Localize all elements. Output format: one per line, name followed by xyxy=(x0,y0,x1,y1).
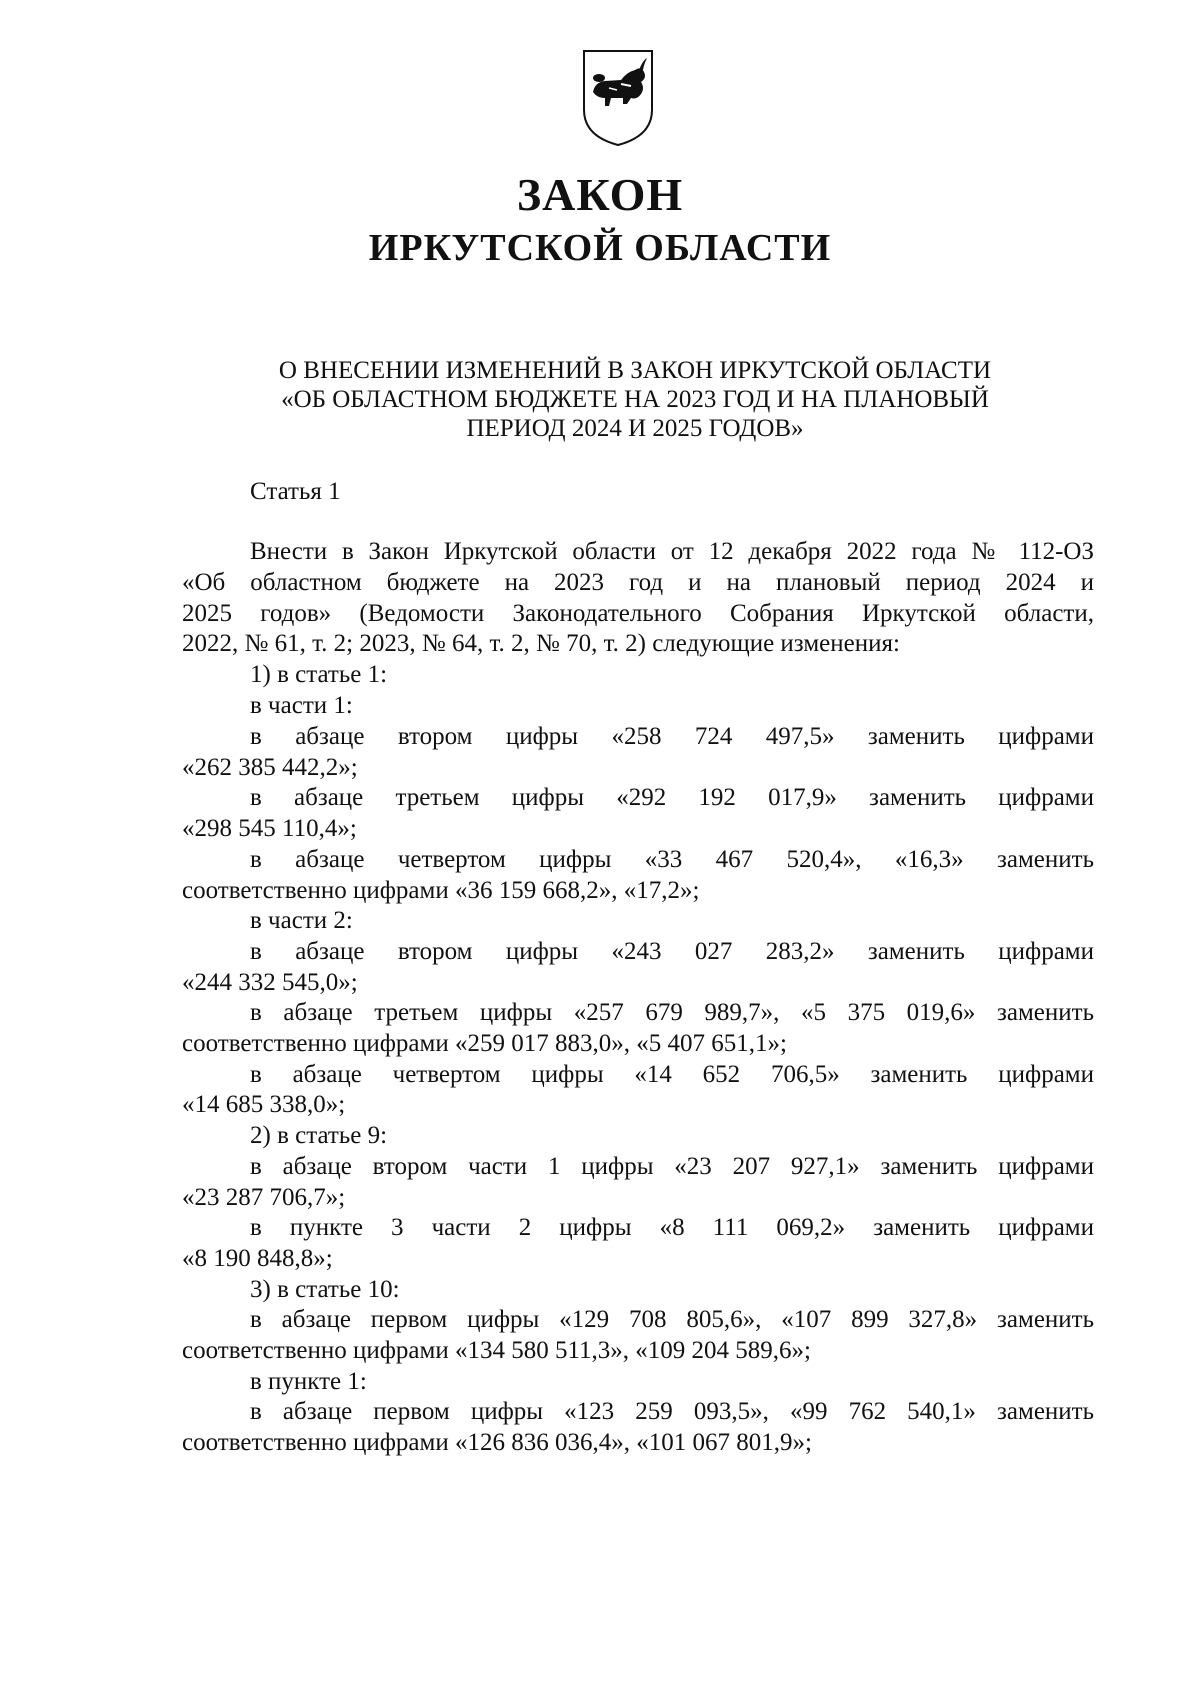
paragraph-line: в абзаце втором цифры «258 724 497,5» заменить цифрами xyxy=(250,723,1094,750)
paragraph-line: в абзаце третьем цифры «292 192 017,9» заменить цифрами xyxy=(250,784,1094,811)
paragraph-line: 2022, № 61, т. 2; 2023, № 64, т. 2, № 70, т. 2) следующие изменения: xyxy=(182,630,900,657)
paragraph-line: «8 190 848,8»; xyxy=(182,1245,333,1272)
paragraph-line: в абзаце четвертом цифры «33 467 520,4», «16,3» заменить xyxy=(250,846,1094,873)
paragraph-line: «298 545 110,4»; xyxy=(182,815,357,842)
paragraph-line: в части 2: xyxy=(250,907,353,934)
subtitle-line: ПЕРИОД 2024 И 2025 ГОДОВ» xyxy=(466,415,804,442)
paragraph-line: 2025 годов» (Ведомости Законодательного Собрания Иркутской области, xyxy=(182,600,1094,627)
paragraph-line: «23 287 706,7»; xyxy=(182,1184,346,1211)
paragraph-line: «244 332 545,0»; xyxy=(182,969,358,996)
paragraph-line: «14 685 338,0»; xyxy=(182,1091,346,1118)
subtitle-line: О ВНЕСЕНИИ ИЗМЕНЕНИЙ В ЗАКОН ИРКУТСКОЙ ОБЛАСТИ xyxy=(278,357,992,384)
paragraph-line: в абзаце первом цифры «129 708 805,6», «107 899 327,8» заменить xyxy=(250,1306,1094,1333)
law-subtitle xyxy=(225,356,1045,443)
irkutsk-coat-of-arms-icon xyxy=(581,48,655,148)
region-title: ИРКУТСКОЙ ОБЛАСТИ xyxy=(368,227,832,269)
paragraph-line: в абзаце втором цифры «243 027 283,2» заменить цифрами xyxy=(250,938,1094,965)
paragraph-line: «262 385 442,2»; xyxy=(182,754,358,781)
paragraph-line: в абзаце втором части 1 цифры «23 207 927,1» заменить цифрами xyxy=(250,1153,1094,1180)
paragraph-line: соответственно цифрами «134 580 511,3», «109 204 589,6»; xyxy=(182,1337,811,1364)
paragraph-line: соответственно цифрами «36 159 668,2», «17,2»; xyxy=(182,877,700,904)
paragraph-line: Внести в Закон Иркутской области от 12 декабря 2022 года № 112-ОЗ xyxy=(250,538,1094,565)
paragraph-line: в пункте 1: xyxy=(250,1368,367,1395)
paragraph-line: «Об областном бюджете на 2023 год и на плановый период 2024 и xyxy=(182,569,1094,596)
paragraph-line: в абзаце первом цифры «123 259 093,5», «99 762 540,1» заменить xyxy=(250,1398,1094,1425)
paragraph-line: соответственно цифрами «126 836 036,4», «101 067 801,9»; xyxy=(182,1429,812,1456)
subtitle-line: «ОБ ОБЛАСТНОМ БЮДЖЕТЕ НА 2023 ГОД И НА ПЛАНОВЫЙ xyxy=(281,386,989,413)
list-item: 2) в статье 9: xyxy=(250,1122,388,1149)
list-item: 1) в статье 1: xyxy=(250,661,388,688)
article-heading: Статья 1 xyxy=(250,478,341,505)
paragraph-line: в пункте 3 части 2 цифры «8 111 069,2» заменить цифрами xyxy=(250,1214,1094,1241)
law-title: ЗАКОН xyxy=(516,169,684,220)
paragraph-line: в абзаце четвертом цифры «14 652 706,5» заменить цифрами xyxy=(250,1061,1094,1088)
list-item: 3) в статье 10: xyxy=(250,1276,400,1303)
paragraph-line: в абзаце третьем цифры «257 679 989,7», «5 375 019,6» заменить xyxy=(250,999,1094,1026)
paragraph-line: соответственно цифрами «259 017 883,0», «5 407 651,1»; xyxy=(182,1030,787,1057)
paragraph-line: в части 1: xyxy=(250,692,353,719)
